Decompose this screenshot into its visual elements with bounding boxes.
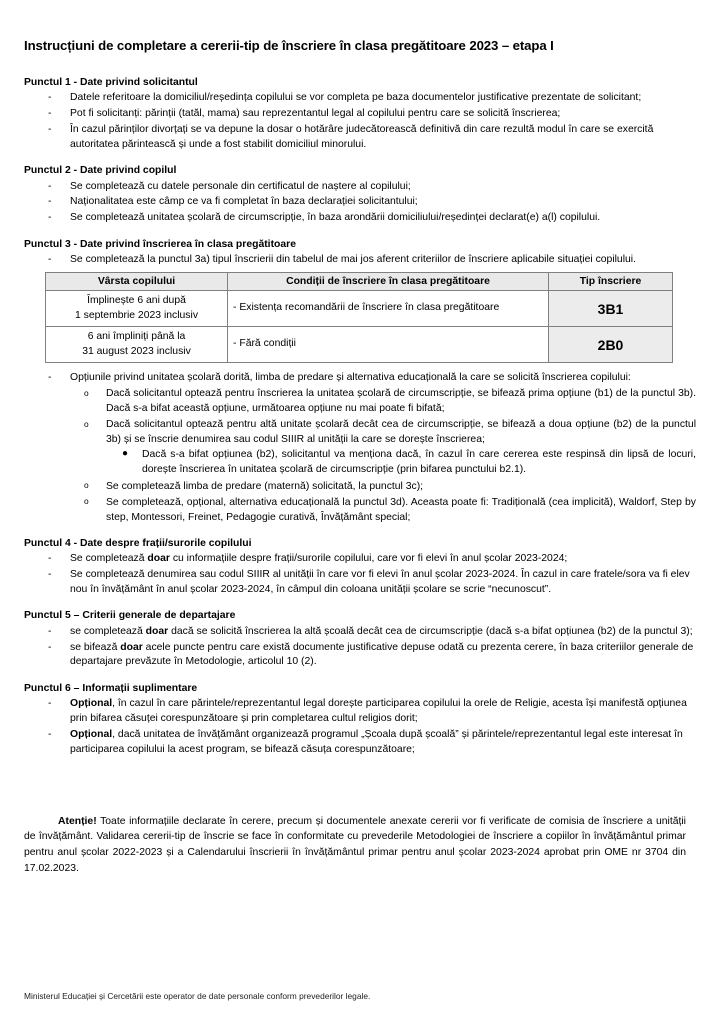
table-cell-age bbox=[46, 291, 228, 327]
dash-bullet-icon: - bbox=[48, 641, 52, 653]
list-item bbox=[22, 195, 696, 210]
list-item bbox=[70, 417, 696, 477]
dash-bullet-icon: - bbox=[48, 698, 52, 710]
list-item bbox=[70, 495, 696, 525]
list-item-emphasis: doar bbox=[145, 625, 169, 637]
list-item-text-post: , în cazul în care părintele/reprezentantul legal dorește participarea copilului la orele de Religie, acesta își manifestă opțiunea prin bifarea căsuței corespunzătoare și prin completarea cultul religios dorit; bbox=[70, 698, 687, 725]
list-item-text: În cazul părinților divorțați se va depune la dosar o hotărâre judecătorească definitivă din care rezultă modul în care se exercită autoritatea părintească și unde a fost stabilit domiciliul minorului. bbox=[70, 123, 654, 150]
section-punctul-1 bbox=[22, 76, 696, 152]
list-item-text: Se completează cu datele personale din certificatul de naștere al copilului; bbox=[70, 180, 411, 192]
registration-table-wrapper bbox=[22, 272, 696, 363]
section-punctul-2 bbox=[22, 164, 696, 226]
list-item-text-post: , dacă unitatea de învățământ organizează programul „Școala după școală” și părintele/reprezentantul legal este interesat în participarea copilului la acest program, se bifează căsuța corespunzătoare; bbox=[70, 728, 683, 755]
dash-bullet-icon: - bbox=[48, 123, 52, 135]
attention-label: Atenție! bbox=[58, 815, 97, 827]
list-item bbox=[22, 107, 696, 122]
table-cell-type: 3B1 bbox=[549, 291, 673, 327]
list-item-text: Se completează unitatea școlară de circumscripție, în baza arondării domiciliului/reședinței declarat(e) a(l) copilului. bbox=[70, 212, 601, 224]
age-line-2: 1 septembrie 2023 inclusiv bbox=[74, 309, 199, 321]
bullet-list-punctul-6 bbox=[22, 697, 696, 757]
dash-bullet-icon: - bbox=[48, 92, 52, 104]
dash-bullet-icon: - bbox=[48, 568, 52, 580]
table-cell-age bbox=[46, 327, 228, 363]
list-item-emphasis: Opțional bbox=[70, 728, 113, 740]
table-body bbox=[46, 291, 673, 363]
list-item-text: Pot fi solicitanți: părinții (tatăl, mama) sau reprezentantul legal al copilului pentru care se solicită înscrierea; bbox=[70, 107, 561, 119]
sub-option-list bbox=[70, 386, 696, 525]
table-header-row bbox=[46, 273, 673, 291]
list-item bbox=[106, 447, 696, 477]
list-item bbox=[70, 386, 696, 416]
bullet-list-punctul-1 bbox=[22, 91, 696, 152]
list-item-text: Opțiunile privind unitatea școlară dorită, limba de predare și alternativa educațională la care se solicită înscrierea copilului: bbox=[70, 372, 631, 384]
bullet-list-punctul-3-options bbox=[22, 371, 696, 524]
list-item bbox=[70, 479, 696, 494]
table-row bbox=[46, 291, 673, 327]
section-heading-punctul-4: Punctul 4 - Date despre frații/surorile copilului bbox=[24, 537, 252, 549]
dash-bullet-icon: - bbox=[48, 212, 52, 224]
table-header bbox=[46, 273, 673, 291]
footer-note: Ministerul Educației și Cercetării este operator de date personale conform prevederilor legale. bbox=[24, 991, 371, 1002]
list-item-text-pre: se bifează bbox=[70, 641, 121, 653]
list-item-text: Dacă s-a bifat opțiunea (b2), solicitantul va menționa dacă, în cazul în care cererea este respinsă din lipsă de locuri, dorește înscrierea în unitatea școlară de circumscripție (prin bifarea punctului b2.1). bbox=[142, 449, 696, 476]
list-item bbox=[22, 253, 696, 268]
bullet-list-punctul-3-intro bbox=[22, 253, 696, 268]
list-item-text-post: dacă se solicită înscrierea la altă școală decât cea de circumscripție (dacă s-a bifat opțiunea (b2) de la punctul 3); bbox=[168, 625, 693, 637]
dash-bullet-icon: - bbox=[48, 254, 52, 266]
age-line-2: 31 august 2023 inclusiv bbox=[82, 345, 191, 357]
section-punctul-3 bbox=[22, 238, 696, 525]
list-item-text: Datele referitoare la domiciliul/reședința copilului se vor completa pe baza documentelor justificative prezentate de solicitant; bbox=[70, 92, 642, 104]
list-item bbox=[22, 180, 696, 195]
list-item-text-post: acele puncte pentru care există documente justificative depuse odată cu prezenta cerere, în baza criteriilor generale de departajare prevăzute în Metodologie, articolul 10 (2). bbox=[70, 641, 694, 668]
circle-bullet-icon: o bbox=[84, 496, 89, 507]
age-line-1: Împlinește 6 ani după bbox=[87, 295, 186, 307]
list-item bbox=[22, 211, 696, 226]
list-item-text-pre: Se completează bbox=[70, 553, 148, 565]
section-punctul-5 bbox=[22, 609, 696, 670]
list-item bbox=[22, 123, 696, 153]
list-item bbox=[22, 371, 696, 524]
list-item-emphasis: Opțional bbox=[70, 698, 113, 710]
dash-bullet-icon: - bbox=[48, 553, 52, 565]
list-item bbox=[22, 91, 696, 106]
list-item-text: Se completează, opțional, alternativa educațională la punctul 3d). Aceasta poate fi: Tradițională (cea implicită), Waldorf, Step by step, Montessori, Freinet, Pedagogie curativă, Învățământ special; bbox=[106, 496, 696, 523]
list-item bbox=[22, 552, 696, 567]
dot-bullet-icon: ● bbox=[122, 447, 129, 459]
list-item-text: Se completează denumirea sau codul SIIIR al unității în care vor fi elevi în anul școlar 2023-2024. În cazul in care fratele/sora va fi elev nou în învățământ în anul școlar 2023-2024, în câmpul din coloana unității școlare se scrie “necunoscut”. bbox=[70, 568, 690, 595]
section-punctul-6 bbox=[22, 682, 696, 757]
list-item bbox=[22, 625, 696, 640]
section-heading-punctul-3: Punctul 3 - Date privind înscrierea în clasa pregătitoare bbox=[24, 238, 296, 250]
page-title: Instrucțiuni de completare a cererii-tip de înscriere în clasa pregătitoare 2023 – etapa I bbox=[24, 38, 554, 53]
attention-paragraph bbox=[24, 814, 686, 877]
list-item bbox=[22, 697, 696, 727]
dash-bullet-icon: - bbox=[48, 728, 52, 740]
section-heading-punctul-1: Punctul 1 - Date privind solicitantul bbox=[24, 76, 198, 88]
section-heading-punctul-6: Punctul 6 – Informații suplimentare bbox=[24, 683, 198, 695]
attention-text: Toate informațiile declarate în cerere, precum și documentele anexate cererii vor fi verificate de comisia de înscriere a unității de învățământ. Validarea cererii-tip de înscrie se face în conformitate cu prevederile Metodologiei de înscriere a copiilor în învățământul primar pentru anul școlar 2022-2023 și a Calendarului înscrierii în învățământul primar pentru anul școlar 2023-2024 aprobat prin OME nr 3704 din 17.02.2023. bbox=[24, 815, 686, 874]
table-cell-type: 2B0 bbox=[549, 327, 673, 363]
list-item-text: Se completează limba de predare (maternă) solicitată, la punctul 3c); bbox=[106, 480, 424, 492]
dash-bullet-icon: - bbox=[48, 196, 52, 208]
age-line-1: 6 ani împliniți până la bbox=[87, 331, 186, 343]
table-cell-condition: - Fără condiții bbox=[228, 327, 549, 363]
list-item-text: Se completează la punctul 3a) tipul înscrierii din tabelul de mai jos aferent criteriilor de înscriere aplicabile situației copilului. bbox=[70, 254, 636, 266]
table-header-age: Vârsta copilului bbox=[46, 273, 228, 291]
dash-bullet-icon: - bbox=[48, 625, 52, 637]
table-header-conditions: Condiții de înscriere în clasa pregătitoare bbox=[228, 273, 549, 291]
table-cell-condition: - Existența recomandării de înscriere în clasa pregătitoare bbox=[228, 291, 549, 327]
list-item-text: Dacă solicitantul optează pentru altă unitate școlară decât cea de circumscripție, se bifează a doua opțiune (b2) de la punctul 3b) și se înscrie denumirea sau codul SIIIR al unității la care se dorește înscrierea; bbox=[106, 419, 696, 446]
table-header-type: Tip înscriere bbox=[549, 273, 673, 291]
list-item bbox=[22, 728, 696, 758]
dash-bullet-icon: - bbox=[48, 180, 52, 192]
circle-bullet-icon: o bbox=[84, 480, 89, 491]
bullet-list-punctul-2 bbox=[22, 180, 696, 226]
bullet-list-punctul-4 bbox=[22, 552, 696, 597]
list-item-text: Dacă solicitantul optează pentru înscrierea la unitatea școlară de circumscripție, se bifează prima opțiune (b1) de la punctul 3b). Dacă s-a bifat această opțiune, următoarea opțiune nu mai poate fi bifată; bbox=[106, 388, 696, 415]
section-heading-punctul-2: Punctul 2 - Date privind copilul bbox=[24, 165, 177, 177]
dash-bullet-icon: - bbox=[48, 372, 52, 384]
sub-sub-option-list bbox=[106, 447, 696, 477]
registration-criteria-table bbox=[45, 272, 673, 363]
list-item-emphasis: doar bbox=[147, 553, 170, 565]
list-item bbox=[22, 641, 696, 671]
circle-bullet-icon: o bbox=[84, 418, 89, 429]
dash-bullet-icon: - bbox=[48, 107, 52, 119]
list-item-emphasis: doar bbox=[120, 641, 143, 653]
circle-bullet-icon: o bbox=[84, 387, 89, 398]
list-item-text-post: cu informațiile despre frații/surorile copilului, care vor fi elevi în anul școlar 2023-2024; bbox=[169, 553, 568, 565]
list-item bbox=[22, 568, 696, 598]
section-heading-punctul-5: Punctul 5 – Criterii generale de departajare bbox=[24, 610, 236, 622]
table-row bbox=[46, 327, 673, 363]
list-item-text-pre: se completează bbox=[70, 625, 146, 637]
bullet-list-punctul-5 bbox=[22, 625, 696, 670]
section-punctul-4 bbox=[22, 537, 696, 598]
list-item-text: Naționalitatea este câmp ce va fi completat în baza declarației solicitantului; bbox=[70, 196, 418, 208]
